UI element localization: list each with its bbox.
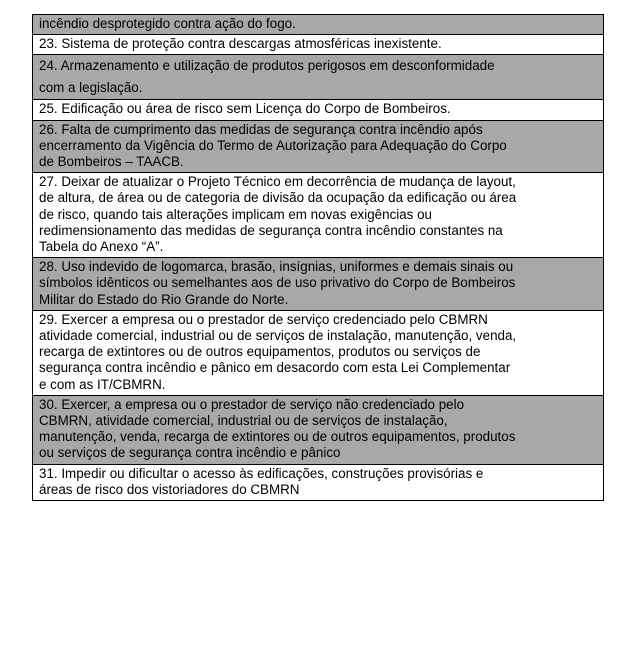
table-row: 27. Deixar de atualizar o Projeto Técnico em decorrência de mudança de layout, de altura, de área ou de categoria de divisão da ocupação da edificação ou área de risco, quando tais alterações implicam em novas exigências ou redimensionamento das medidas de segurança contra incêndio constantes na Tabela do Anexo “A”. [33,172,603,257]
table-row: 26. Falta de cumprimento das medidas de segurança contra incêndio após encerramento da Vigência do Termo de Autorização para Adequação do Corpo de Bombeiros – TAACB. [33,120,603,173]
table-row: 28. Uso indevido de logomarca, brasão, insígnias, uniformes e demais sinais ou símbolos idênticos ou semelhantes aos de uso privativo do Corpo de Bombeiros Militar do Estado do Rio Grande do Norte. [33,257,603,310]
table-row: 29. Exercer a empresa ou o prestador de serviço credenciado pelo CBMRN atividade comercial, industrial ou de serviços de instalação, manutenção, venda, recarga de extintores ou de outros equipamentos, produtos ou serviços de segurança contra incêndio e pânico em desacordo com esta Lei Complementar e com as IT/CBMRN. [33,310,603,395]
table-row: incêndio desprotegido contra ação do fogo. [33,15,603,34]
infractions-table [32,14,604,501]
table-row: 25. Edificação ou área de risco sem Licença do Corpo de Bombeiros. [33,99,603,119]
table-row: 24. Armazenamento e utilização de produtos perigosos em desconformidade com a legislação. [33,54,603,99]
table-row: 23. Sistema de proteção contra descargas atmosféricas inexistente. [33,34,603,54]
table-row: 31. Impedir ou dificultar o acesso às edificações, construções provisórias e áreas de risco dos vistoriadores do CBMRN [33,464,603,500]
table-row: 30. Exercer, a empresa ou o prestador de serviço não credenciado pelo CBMRN, atividade comercial, industrial ou de serviços de instalação, manutenção, venda, recarga de extintores ou de outros equipamentos, produtos ou serviços de segurança contra incêndio e pânico [33,395,603,464]
